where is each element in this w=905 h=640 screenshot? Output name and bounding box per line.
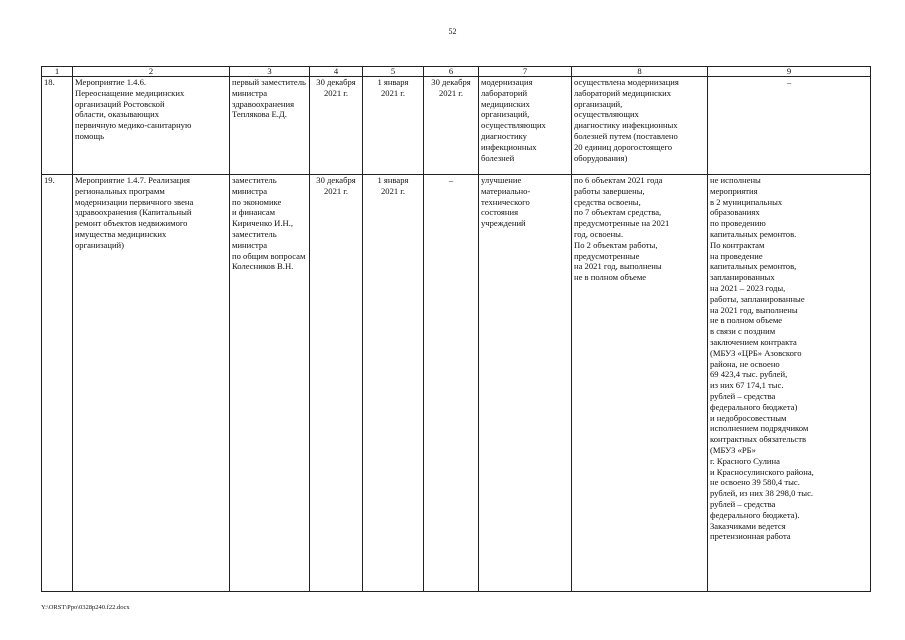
measures-table (41, 66, 871, 592)
plan-end-date: 30 декабря 2021 г. (310, 77, 363, 175)
row-number: 18. (42, 77, 73, 175)
measure-name: Мероприятие 1.4.6. Переоснащение медицинских организаций Ростовской области, оказывающих первичную медико-санитарную помощь (73, 77, 230, 175)
column-number: 6 (424, 67, 479, 77)
achieved-result: осуществлена модернизация лабораторий медицинских организаций, осуществляющих диагностику инфекционных болезней путем (поставлено 20 единиц дорогостоящего оборудования) (572, 77, 708, 175)
responsible-person: заместитель министра по экономике и финансам Кириченко И.Н., заместитель министра по общим вопросам Колесников В.Н. (230, 175, 310, 592)
fact-end-date: – (424, 175, 479, 592)
fact-start-date: 1 января 2021 г. (363, 77, 424, 175)
column-number: 9 (708, 67, 871, 77)
problems-description: – (708, 77, 871, 175)
column-number: 4 (310, 67, 363, 77)
column-number: 1 (42, 67, 73, 77)
file-path-footer: Y:\ORST\Ppo\0328p240.f22.docx (41, 604, 130, 611)
plan-end-date: 30 декабря 2021 г. (310, 175, 363, 592)
row-number: 19. (42, 175, 73, 592)
table-row (42, 77, 871, 175)
column-number: 3 (230, 67, 310, 77)
achieved-result: по 6 объектам 2021 года работы завершены, средства освоены, по 7 объектам средства, предусмотренные на 2021 год, освоены. По 2 объектам работы, предусмотренные на 2021 год, выполнены не в полном объеме (572, 175, 708, 592)
table-row (42, 175, 871, 592)
measure-name: Мероприятие 1.4.7. Реализация региональных программ модернизации первичного звена здравоохранения (Капитальный ремонт объектов недвижимого имущества медицинских организаций) (73, 175, 230, 592)
column-number: 7 (479, 67, 572, 77)
fact-start-date: 1 января 2021 г. (363, 175, 424, 592)
column-number-header-row (42, 67, 871, 77)
responsible-person: первый заместитель министра здравоохранения Теплякова Е.Д. (230, 77, 310, 175)
fact-end-date: 30 декабря 2021 г. (424, 77, 479, 175)
planned-result: улучшение материально- технического состояния учреждений (479, 175, 572, 592)
column-number: 5 (363, 67, 424, 77)
column-number: 8 (572, 67, 708, 77)
problems-description: не исполнены мероприятия в 2 муниципальных образованиях по проведению капитальных ремонтов. По контрактам на проведение капитальных ремонтов, запланированных на 2021 – 2023 годы, работы, запланированные на 2021 год, выполнены не в полном объеме в связи с поздним заключением контракта (МБУЗ «ЦРБ» Азовского района, не освоено 69 423,4 тыс. рублей, из них 67 174,1 тыс. рублей – средства федерального бюджета) и недобросовестным исполнением подрядчиком контрактных обязательств (МБУЗ «РБ» г. Красного Сулина и Красносулинского района, не освоено 39 580,4 тыс. рублей, из них 38 298,0 тыс. рублей – средства федерального бюджета). Заказчиками ведется претензионная работа (708, 175, 871, 592)
planned-result: модернизация лабораторий медицинских организаций, осуществляющих диагностику инфекционных болезней (479, 77, 572, 175)
page-number: 52 (448, 27, 457, 36)
column-number: 2 (73, 67, 230, 77)
